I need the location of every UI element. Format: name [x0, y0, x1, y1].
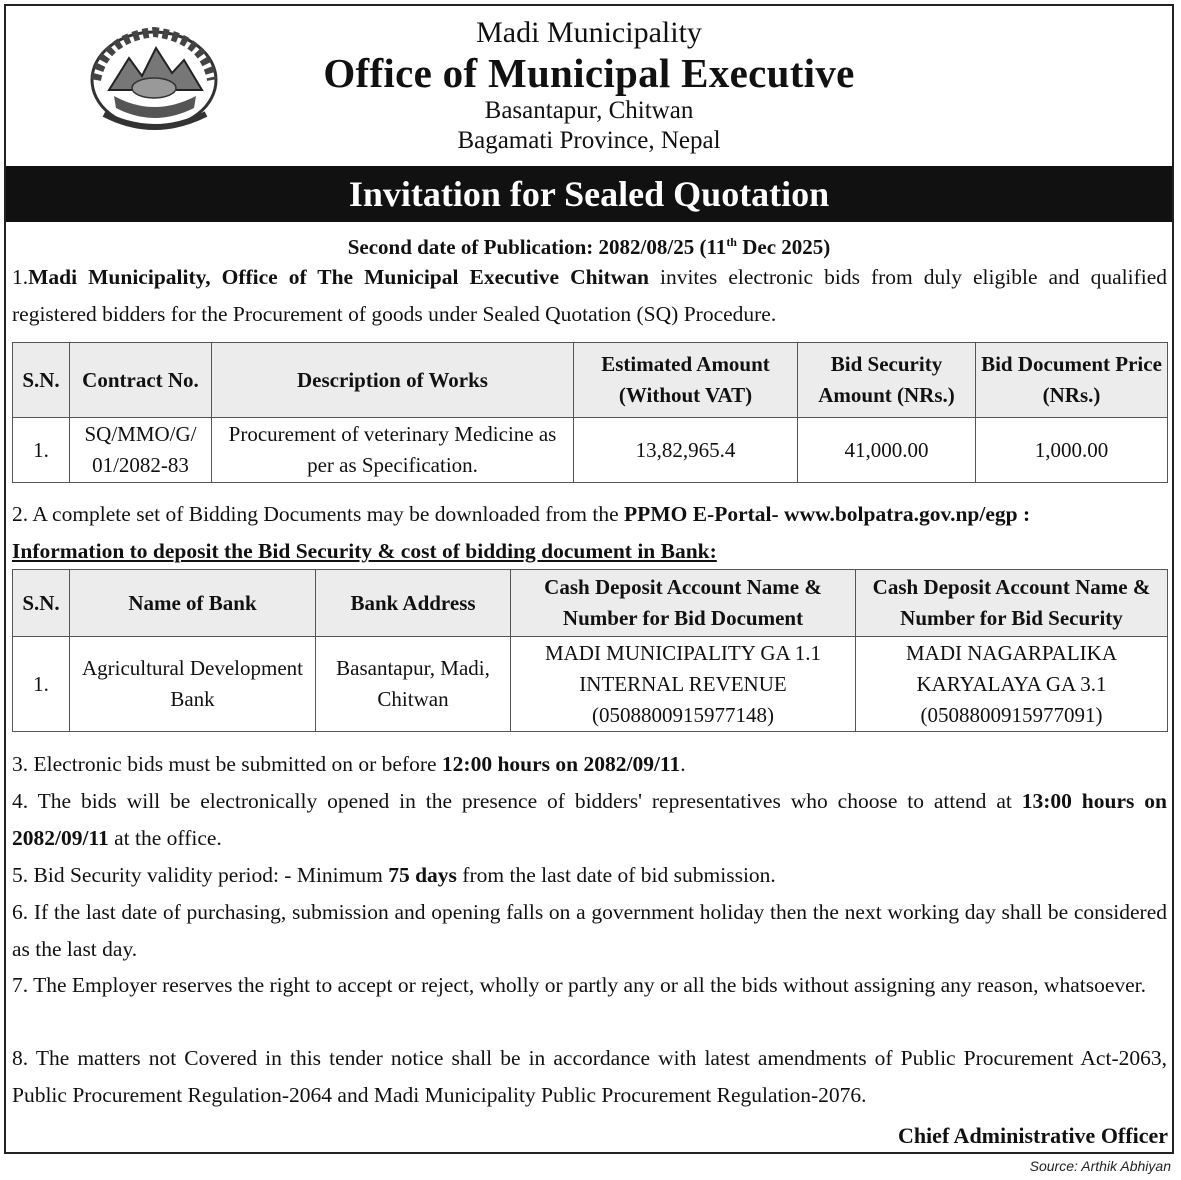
notice-title-banner: Invitation for Sealed Quotation [6, 166, 1172, 222]
notice-header [6, 6, 1172, 166]
address-line-2: Bagamati Province, Nepal [457, 127, 721, 154]
clause-number: 7. [12, 973, 29, 997]
bank-info-heading: Information to deposit the Bid Security & cost of bidding document in Bank: [12, 539, 717, 563]
clause-8 [12, 1040, 1167, 1113]
table-row [13, 418, 1168, 483]
table-cell: SQ/MMO/G/ 01/2082-83 [70, 418, 212, 483]
clause-5 [12, 857, 1167, 894]
clause-text: invites electronic bids from duly eligible and qualified registered bidders for the Procurement of goods under Sealed Quotation (SQ) Procedure. [12, 265, 1167, 326]
table-cell: Agricultural Development Bank [70, 637, 316, 732]
municipality-name: Madi Municipality [476, 16, 702, 49]
clause-number: 8. [12, 1046, 29, 1070]
clause-4 [12, 783, 1167, 856]
signatory-title: Chief Administrative Officer [897, 1123, 1168, 1148]
clause-number: 3. [12, 752, 29, 776]
publication-date-superscript: th [726, 235, 737, 249]
clause-bold: Madi Municipality, Office of The Municipal Executive Chitwan [28, 265, 649, 289]
bank-table [12, 569, 1168, 732]
table-cell: 41,000.00 [798, 418, 976, 483]
clause-tail: from the last date of bid submission. [456, 863, 776, 887]
clause-text: Electronic bids must be submitted on or before [28, 752, 442, 776]
column-header: Bid Document Price (NRs.) [976, 343, 1168, 418]
table-cell: MADI MUNICIPALITY GA 1.1 INTERNAL REVENUE (0508800915977148) [511, 637, 856, 732]
bolpatra-portal-link[interactable]: PPMO E-Portal- www.bolpatra.gov.np/egp : [624, 502, 1031, 526]
clause-text: If the last date of purchasing, submission and opening falls on a government holiday then the next working day shall be considered as the last day. [12, 900, 1167, 961]
clause-7 [12, 967, 1167, 1004]
publication-date-suffix: Dec 2025) [736, 235, 831, 259]
table-cell: 1. [13, 637, 70, 732]
clause-tail: . [680, 752, 686, 776]
clause-bold: 12:00 hours on 2082/09/11 [441, 752, 681, 776]
clause-3 [12, 746, 1167, 783]
notice-frame [4, 4, 1174, 1154]
column-header: S.N. [13, 343, 70, 418]
column-header: Cash Deposit Account Name & Number for Bid Security [856, 570, 1168, 637]
column-header: Description of Works [212, 343, 574, 418]
clause-number: 6. [12, 900, 29, 924]
clause-number: 2. [12, 502, 29, 526]
publication-date-prefix: Second date of Publication: 2082/08/25 (11 [347, 235, 727, 259]
clause-1 [12, 259, 1167, 332]
contract-table [12, 342, 1168, 483]
clause-number: 1. [12, 265, 29, 289]
organization-block [6, 6, 1172, 156]
clause-number: 5. [12, 863, 29, 887]
clause-6 [12, 894, 1167, 967]
clause-tail: at the office. [108, 825, 222, 850]
publication-date [6, 228, 1172, 261]
clause-2 [12, 496, 1167, 533]
table-cell: 1. [13, 418, 70, 483]
address-line-1: Basantapur, Chitwan [484, 97, 694, 124]
column-header: Cash Deposit Account Name & Number for Bid Document [511, 570, 856, 637]
column-header: Bid Security Amount (NRs.) [798, 343, 976, 418]
column-header: Bank Address [316, 570, 511, 637]
clause-text: The matters not Covered in this tender notice shall be in accordance with latest amendments of Public Procurement Act-2063, Public Procurement Regulation-2064 and Madi Municipality Public Procurement Regulation-2076. [12, 1046, 1167, 1107]
office-name: Office of Municipal Executive [323, 50, 855, 96]
clause-text: The bids will be electronically opened in the presence of bidders' representatives who choose to attend at [28, 789, 1022, 813]
bank-table-header-row [13, 570, 1168, 637]
table-cell: 13,82,965.4 [574, 418, 798, 483]
column-header: Name of Bank [70, 570, 316, 637]
column-header: S.N. [13, 570, 70, 637]
table-cell: 1,000.00 [976, 418, 1168, 483]
table-row [13, 637, 1168, 732]
contract-table-header-row [13, 343, 1168, 418]
source-credit: Source: Arthik Abhiyan [1029, 1158, 1171, 1174]
table-cell: Basantapur, Madi, Chitwan [316, 637, 511, 732]
clause-bold: 75 days [388, 863, 457, 887]
clause-text: A complete set of Bidding Documents may be downloaded from the [28, 502, 625, 526]
table-cell: Procurement of veterinary Medicine as per as Specification. [212, 418, 574, 483]
clause-bold: 13:00 hours on 2082/09/11 [12, 789, 1167, 850]
clause-number: 4. [12, 789, 29, 813]
column-header: Estimated Amount (Without VAT) [574, 343, 798, 418]
clause-text: Bid Security validity period: - Minimum [28, 863, 389, 887]
table-cell: MADI NAGARPALIKA KARYALAYA GA 3.1 (0508800915977091) [856, 637, 1168, 732]
column-header: Contract No. [70, 343, 212, 418]
clause-text: The Employer reserves the right to accept or reject, wholly or partly any or all the bids without assigning any reason, whatsoever. [28, 973, 1147, 997]
